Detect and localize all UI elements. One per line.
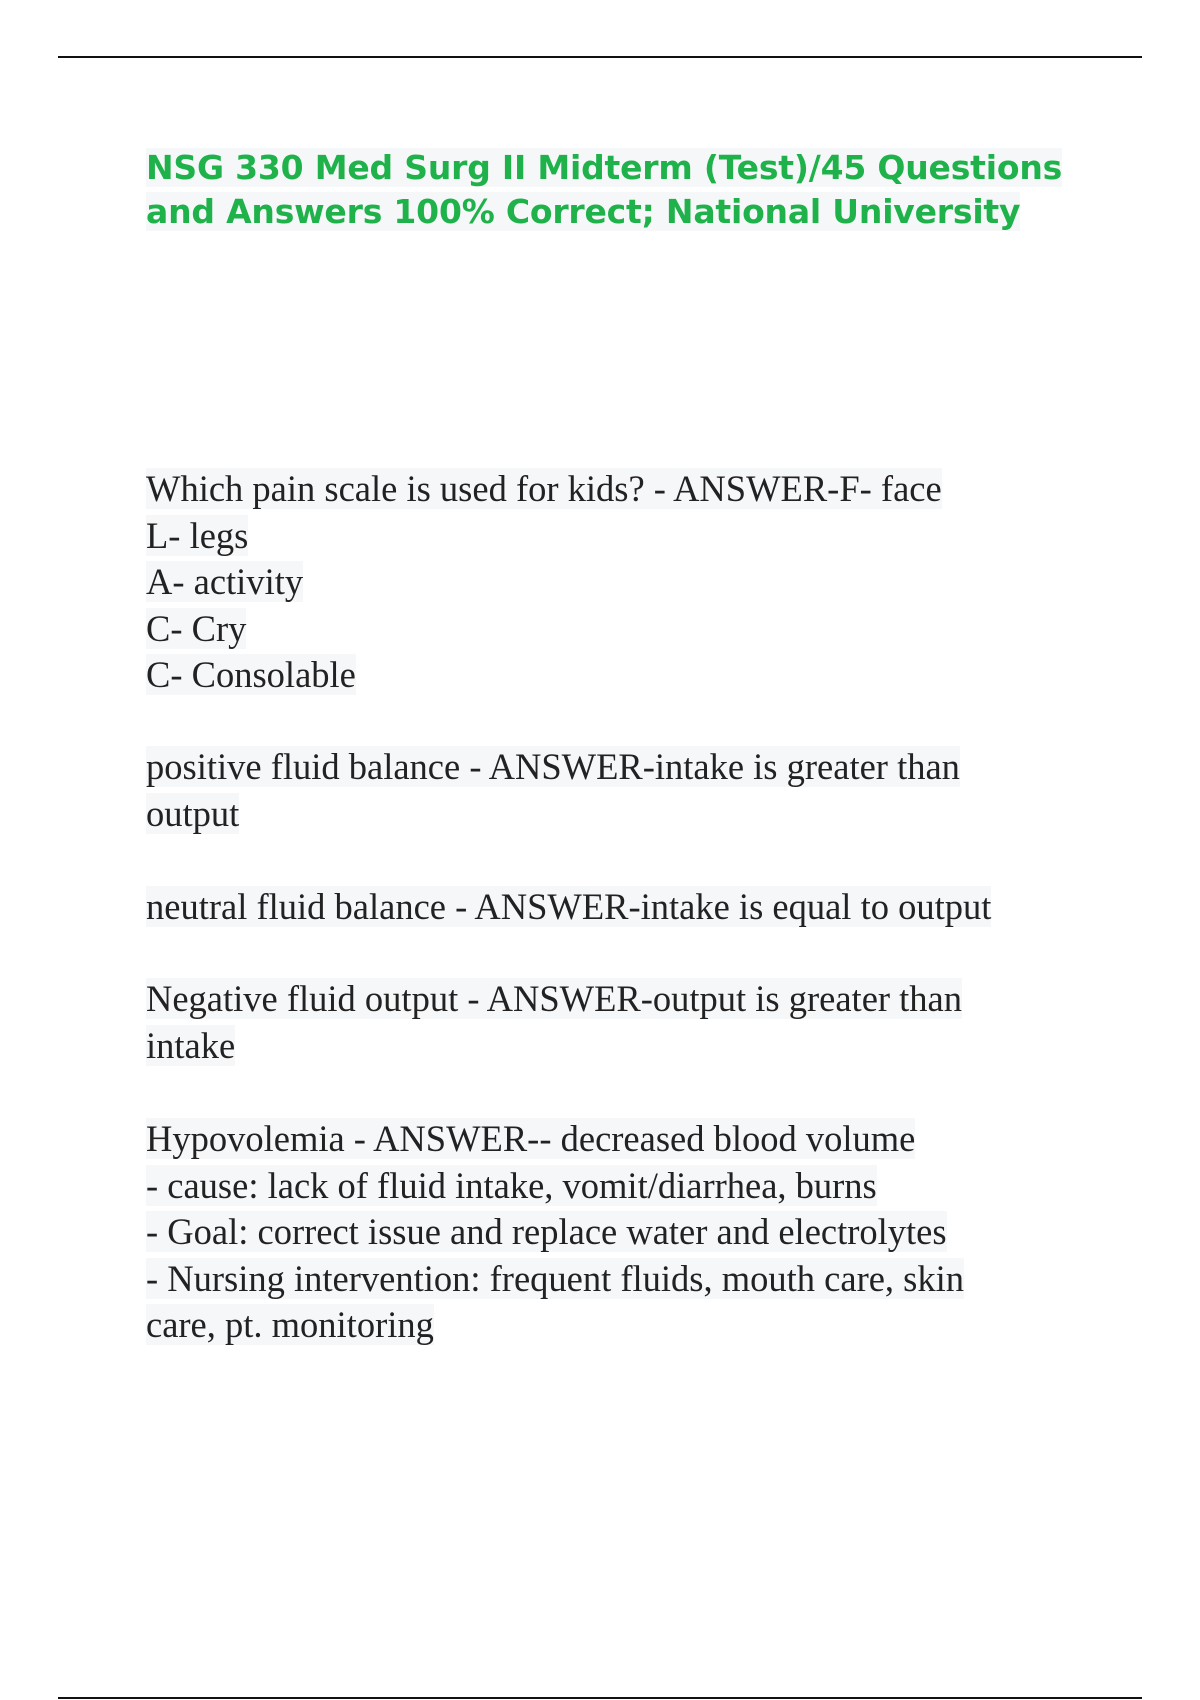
qa-line: positive fluid balance - ANSWER-intake is greater than — [146, 746, 960, 787]
qa-line: intake — [146, 1024, 236, 1066]
qa-line: C- Cry — [146, 607, 247, 649]
qa-line: C- Consolable — [146, 654, 356, 695]
qa-block-neutral-fluid-balance — [146, 884, 1146, 931]
qa-block-pain-scale — [146, 466, 1146, 699]
qa-line: Hypovolemia - ANSWER-- decreased blood volume — [146, 1118, 916, 1159]
qa-line: A- activity — [146, 561, 304, 602]
qa-line: - cause: lack of fluid intake, vomit/diarrhea, burns — [146, 1164, 877, 1206]
bottom-rule — [58, 1697, 1142, 1699]
qa-line: - Nursing intervention: frequent fluids, mouth care, skin — [146, 1257, 965, 1299]
qa-block-hypovolemia — [146, 1116, 1146, 1349]
qa-block-negative-fluid-output — [146, 976, 1146, 1069]
qa-line: Which pain scale is used for kids? - ANSWER-F- face — [146, 468, 942, 509]
qa-block-positive-fluid-balance — [146, 744, 1146, 837]
top-rule — [58, 56, 1142, 58]
qa-line: L- legs — [146, 514, 249, 556]
qa-line: Negative fluid output - ANSWER-output is greater than — [146, 978, 963, 1019]
qa-line: - Goal: correct issue and replace water and electrolytes — [146, 1211, 947, 1252]
qa-line: care, pt. monitoring — [146, 1304, 434, 1345]
qa-line: neutral fluid balance - ANSWER-intake is equal to output — [146, 886, 992, 927]
document-title — [146, 146, 1076, 234]
qa-line: output — [146, 792, 240, 834]
title-line: NSG 330 Med Surg II Midterm (Test)/45 Questions — [146, 148, 1063, 187]
title-line: and Answers 100% Correct; National University — [146, 192, 1021, 231]
